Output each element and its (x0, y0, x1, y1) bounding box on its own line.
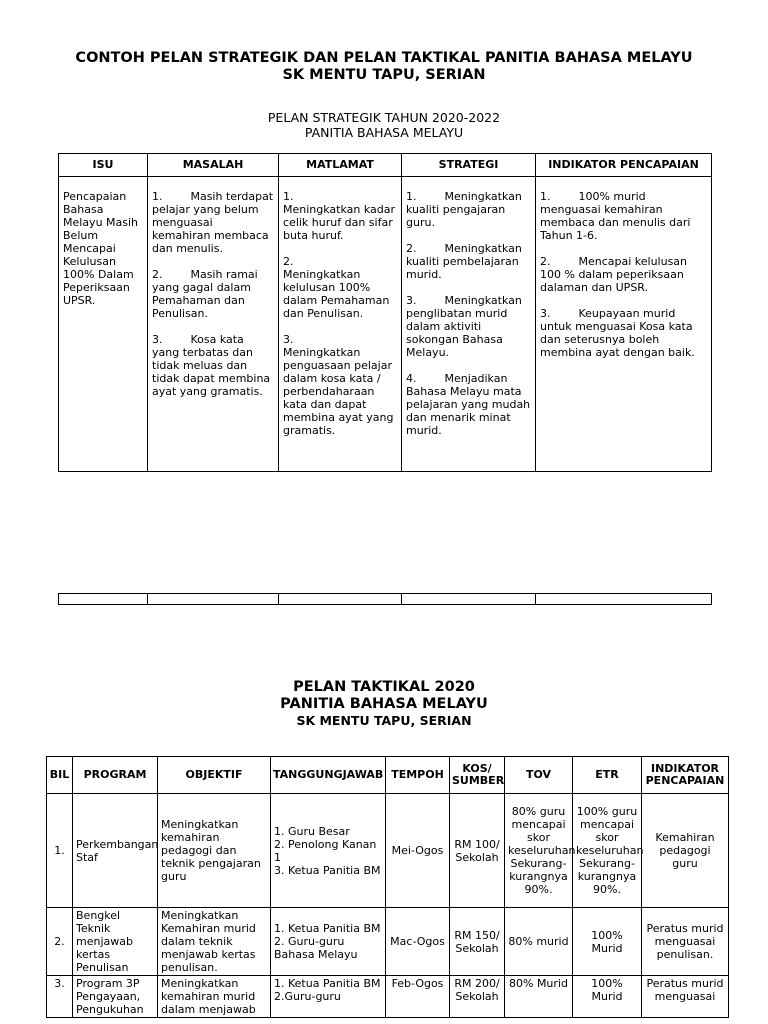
empty-cell (279, 594, 402, 605)
header-etr: ETR (573, 757, 642, 794)
empty-cell (536, 594, 712, 605)
kos-cell: RM 200/ Sekolah (450, 976, 505, 1018)
header-objektif: OBJEKTIF (158, 757, 271, 794)
empty-cell (402, 594, 536, 605)
document-title-line1: CONTOH PELAN STRATEGIK DAN PELAN TAKTIKAL PANITIA BAHASA MELAYU (75, 50, 693, 66)
kos-cell: RM 150/ Sekolah (450, 908, 505, 976)
tactical-plan-title: PELAN TAKTIKAL 2020 (293, 679, 475, 695)
strategic-plan-table (58, 153, 712, 472)
tempoh-cell: Mei-Ogos (386, 794, 450, 908)
header-kos: KOS/ SUMBER (450, 757, 505, 794)
indikator-item: 1. 100% murid menguasai kemahiran membaca dan menulis dari Tahun 1-6. (540, 190, 694, 242)
indikator-cell: Peratus murid menguasai (642, 976, 729, 1018)
indikator-item: 2. Mencapai kelulusan 100 % dalam peperiksaan dalaman dan UPSR. (540, 255, 691, 294)
tanggungjawab-line: 2. Guru-guru Bahasa Melayu (274, 935, 358, 961)
header-isu: ISU (59, 154, 148, 177)
header-indikator-pencapaian: INDIKATOR PENCAPAIAN (642, 757, 729, 794)
etr-cell: 100% Murid (573, 908, 642, 976)
masalah-item: 1. Masih terdapat pelajar yang belum menguasai kemahiran membaca dan menulis. (152, 190, 277, 255)
strategi-item: 2. Meningkatkan kualiti pembelajaran murid. (406, 242, 526, 281)
header-strategi: STRATEGI (402, 154, 536, 177)
tanggungjawab-line: 3. Ketua Panitia BM (274, 863, 381, 877)
strategic-plan-heading: PELAN STRATEGIK TAHUN 2020-2022 (267, 110, 501, 125)
tanggungjawab-cell (271, 908, 386, 976)
empty-row (59, 594, 712, 605)
tactical-plan-school: SK MENTU TAPU, SERIAN (296, 713, 472, 728)
tactical-header-row (47, 757, 729, 794)
program-cell: Program 3P Pengayaan, Pengukuhan (73, 976, 158, 1018)
tanggungjawab-cell (271, 794, 386, 908)
strategi-item: 1. Meningkatkan kualiti pengajaran guru. (406, 190, 526, 229)
strategic-body-row (59, 177, 712, 472)
indikator-cell: Kemahiran pedagogi guru (642, 794, 729, 908)
etr-cell: 100% guru mencapai skor keseluruhan Sekurang-kurangnya 90%. (573, 794, 642, 908)
indikator-cell: Peratus murid menguasai penulisan. (642, 908, 729, 976)
tanggungjawab-line: 2. Penolong Kanan 1 (274, 837, 377, 864)
header-matlamat: MATLAMAT (279, 154, 402, 177)
tempoh-cell: Mac-Ogos (386, 908, 450, 976)
header-program: PROGRAM (73, 757, 158, 794)
empty-cell (148, 594, 279, 605)
cell-indikator (536, 177, 712, 472)
program-cell: Bengkel Teknik menjawab kertas Penulisan (73, 908, 158, 976)
header-indikator: INDIKATOR PENCAPAIAN (536, 154, 712, 177)
cell-masalah (148, 177, 279, 472)
header-tov: TOV (505, 757, 573, 794)
empty-table-row (58, 593, 712, 605)
empty-cell (59, 594, 148, 605)
header-bil: BIL (47, 757, 73, 794)
matlamat-item: 1. Meningkatkan kadar celik huruf dan sifar buta huruf. (283, 190, 399, 242)
matlamat-item: 2. Meningkatkan kelulusan 100% dalam Pemahaman dan Penulisan. (283, 255, 393, 320)
objektif-cell: Meningkatkan Kemahiran murid dalam teknik menjawab kertas penulisan. (158, 908, 271, 976)
tactical-plan-table (46, 756, 729, 1018)
masalah-item: 2. Masih ramai yang gagal dalam Pemahaman dan Penulisan. (152, 268, 262, 320)
tanggungjawab-line: 1. Guru Besar (274, 824, 350, 838)
etr-cell: 100% Murid (573, 976, 642, 1018)
strategic-header-row (59, 154, 712, 177)
strategic-plan-subheading: PANITIA BAHASA MELAYU (304, 125, 464, 140)
indikator-item: 3. Keupayaan murid untuk menguasai Kosa kata dan seterusnya boleh membina ayat dengan baik. (540, 307, 697, 359)
bil-cell: 2. (47, 908, 73, 976)
tactical-plan-panel: PANITIA BAHASA MELAYU (280, 696, 488, 712)
kos-cell: RM 100/ Sekolah (450, 794, 505, 908)
tempoh-cell: Feb-Ogos (386, 976, 450, 1018)
objektif-cell: Meningkatkan kemahiran murid dalam menjawab (158, 976, 271, 1018)
strategi-item: 4. Menjadikan Bahasa Melayu mata pelajaran yang mudah dan menarik minat murid. (406, 372, 534, 437)
strategi-item: 3. Meningkatkan penglibatan murid dalam aktiviti sokongan Bahasa Melayu. (406, 294, 526, 359)
tov-cell: 80% Murid (505, 976, 573, 1018)
isu-text: Pencapaian Bahasa Melayu Masih Belum Mencapai Kelulusan 100% Dalam Peperiksaan UPSR. (63, 190, 142, 307)
table-row (47, 976, 729, 1018)
bil-cell: 3. (47, 976, 73, 1018)
cell-isu (59, 177, 148, 472)
tov-cell: 80% guru mencapai skor keseluruhan Sekurang-kurangnya 90%. (505, 794, 573, 908)
program-cell: Perkembangan Staf (73, 794, 158, 908)
tov-cell: 80% murid (505, 908, 573, 976)
header-masalah: MASALAH (148, 154, 279, 177)
cell-matlamat (279, 177, 402, 472)
cell-strategi (402, 177, 536, 472)
objektif-cell: Meningkatkan kemahiran pedagogi dan teknik pengajaran guru (158, 794, 271, 908)
masalah-item: 3. Kosa kata yang terbatas dan tidak meluas dan tidak dapat membina ayat yang gramatis. (152, 333, 274, 398)
tanggungjawab-line: 2.Guru-guru (274, 990, 341, 1003)
table-row (47, 794, 729, 908)
tanggungjawab-line: 1. Ketua Panitia BM (274, 977, 381, 990)
matlamat-item: 3. Meningkatkan penguasaan pelajar dalam kosa kata / perbendaharaan kata dan dapat membina ayat yang gramatis. (283, 333, 397, 437)
table-row (47, 908, 729, 976)
header-tanggungjawab: TANGGUNGJAWAB (271, 757, 386, 794)
header-tempoh: TEMPOH (386, 757, 450, 794)
bil-cell: 1. (47, 794, 73, 908)
document-title-line2: SK MENTU TAPU, SERIAN (282, 67, 486, 83)
tanggungjawab-line: 1. Ketua Panitia BM (274, 922, 381, 935)
tanggungjawab-cell (271, 976, 386, 1018)
